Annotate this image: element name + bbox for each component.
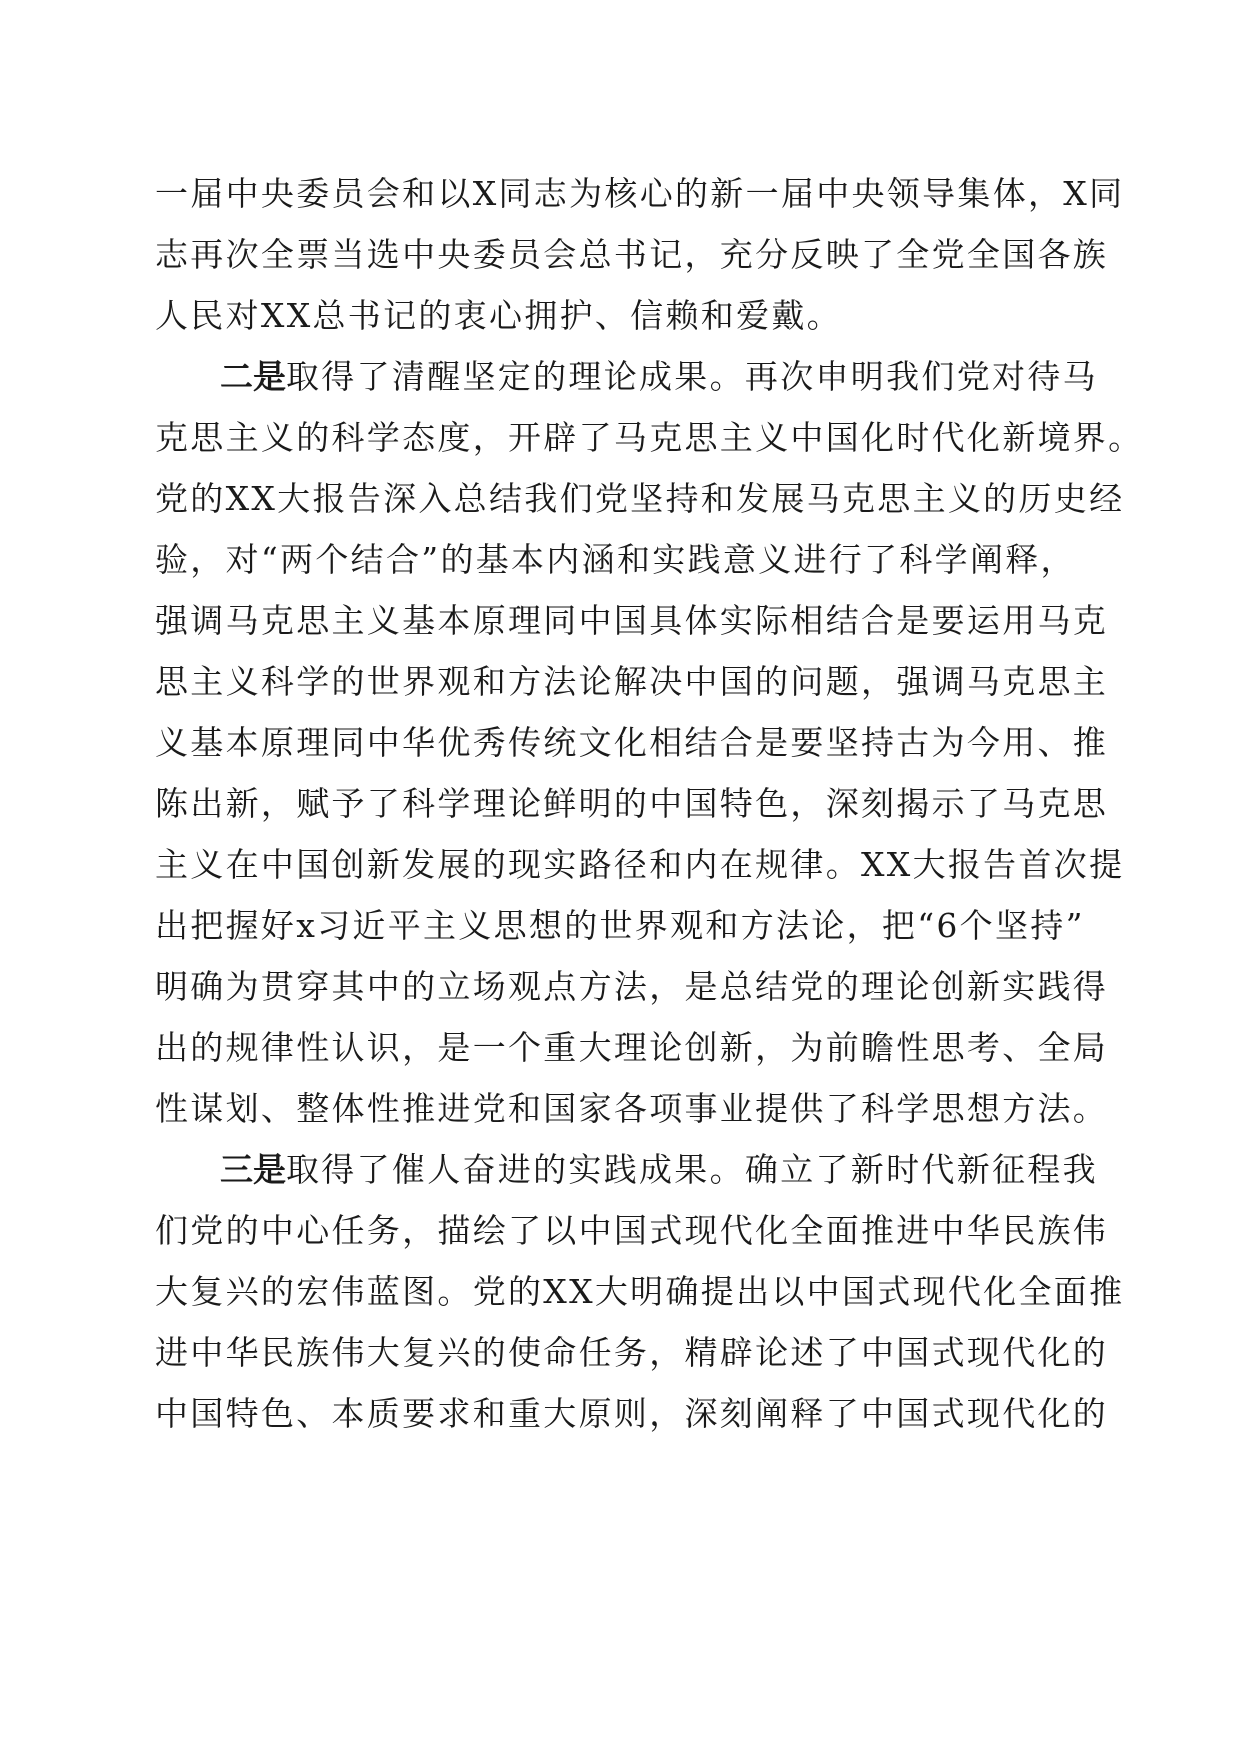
text-line: 验，对“两个结合”的基本内涵和实践意义进行了科学阐释， (155, 540, 1076, 579)
text-line: 党的XX大报告深入总结我们党坚持和发展马克思主义的历史经 (155, 479, 1125, 518)
text-line: 人民对XX总书记的衷心拥护、信赖和爱戴。 (155, 296, 842, 335)
lead-phrase: 二是 (220, 357, 286, 396)
text-line: 性谋划、整体性推进党和国家各项事业提供了科学思想方法。 (155, 1089, 1109, 1128)
text-line: 出的规律性认识，是一个重大理论创新，为前瞻性思考、全局 (155, 1028, 1109, 1067)
text-line: 中国特色、本质要求和重大原则，深刻阐释了中国式现代化的 (155, 1394, 1109, 1433)
text-line: 明确为贯穿其中的立场观点方法，是总结党的理论创新实践得 (155, 967, 1109, 1006)
text-line: 思主义科学的世界观和方法论解决中国的问题，强调马克思主 (155, 662, 1109, 701)
text-line: 陈出新，赋予了科学理论鲜明的中国特色，深刻揭示了马克思 (155, 784, 1109, 823)
text-line: 们党的中心任务，描绘了以中国式现代化全面推进中华民族伟 (155, 1211, 1109, 1250)
text-line: 志再次全票当选中央委员会总书记，充分反映了全党全国各族 (155, 235, 1109, 274)
text-line: 大复兴的宏伟蓝图。党的XX大明确提出以中国式现代化全面推 (155, 1272, 1125, 1311)
text-segment: 取得了清醒坚定的理论成果。再次申明我们党对待马 (286, 357, 1098, 396)
text-line: 一届中央委员会和以X同志为核心的新一届中央领导集体，X同 (155, 174, 1125, 213)
lead-phrase: 三是 (220, 1150, 286, 1189)
text-line: 克思主义的科学态度，开辟了马克思主义中国化时代化新境界。 (155, 418, 1144, 457)
text-line: 义基本原理同中华优秀传统文化相结合是要坚持古为今用、推 (155, 723, 1109, 762)
text-line: 进中华民族伟大复兴的使命任务，精辟论述了中国式现代化的 (155, 1333, 1109, 1372)
text-line: 主义在中国创新发展的现实路径和内在规律。XX大报告首次提 (155, 845, 1125, 884)
text-segment: 取得了催人奋进的实践成果。确立了新时代新征程我 (286, 1150, 1098, 1189)
text-line: 出把握好x习近平主义思想的世界观和方法论，把“6个坚持” (155, 906, 1085, 945)
text-line: 强调马克思主义基本原理同中国具体实际相结合是要运用马克 (155, 601, 1109, 640)
